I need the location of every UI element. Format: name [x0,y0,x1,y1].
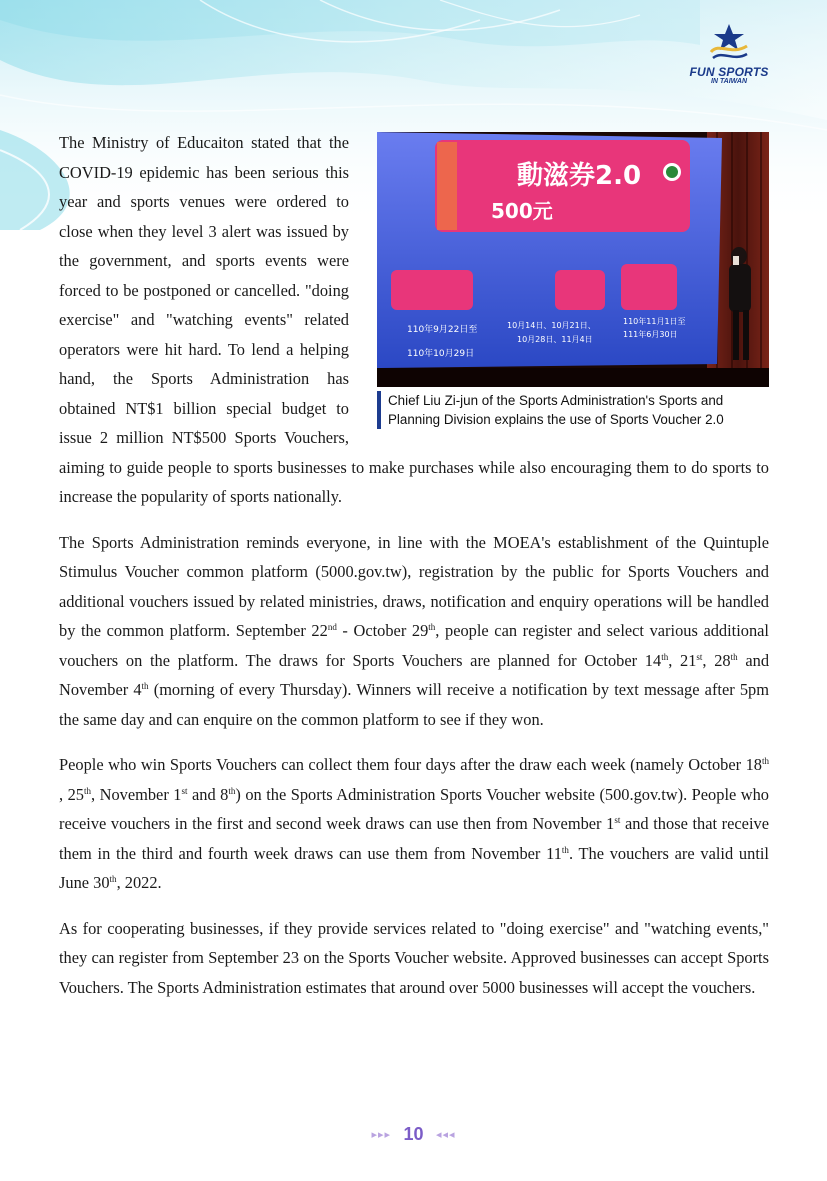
paragraph-3: People who win Sports Vouchers can collect them four days after the draw each week (namely October 18th , 25th, November 1st and 8th) on the Sports Administration Sports Voucher website (500.gov.tw). People who receive vouchers in the first and second week draws can use then from November 1st and those that receive them in the third and fourth week draws can use them from November 11th. The vouchers are valid until June 30th, 2022. [59,755,769,892]
caption-text: Chief Liu Zi-jun of the Sports Administration's Sports and Planning Division explains the use of Sports Voucher 2.0 [388,393,724,427]
logo-subtitle: IN TAIWAN [710,78,748,85]
voucher-amount-text: 500元 [491,199,553,223]
voucher-title-text: 動滋券2.0 [517,161,642,191]
page-footer [0,1124,827,1145]
photo-caption [377,391,769,429]
paragraph-4: As for cooperating businesses, if they provide services related to "doing exercise" and "watching events," they can register from September 23 on the Sports Voucher website. Approved businesses can accept Sports Vouchers. The Sports Administration estimates that around over 5000 businesses will accept the vouchers. [59,918,769,997]
article-content [59,128,769,1018]
logo-title: FUN SPORTS [689,65,769,79]
usage-line-1: 110年11月1日至 [623,317,686,326]
voucher-presentation-photo [377,132,769,387]
caption-accent-bar [377,391,381,429]
pager-left-arrows-icon: ▸▸▸ [371,1129,392,1141]
pager-right-arrows-icon: ◂◂◂ [435,1129,456,1141]
range-line-2: 110年10月29日 [407,349,475,359]
paragraph-1: The Ministry of Educaiton stated that the COVID-19 epidemic has been serious this year and sports venues were ordered to close when they level 3 alert was issued by the government, and sports events were forced to be postponed or cancelled. "doing exercise" and "watching events" related operators were hit hard. To lend a helping hand, the Sports Administration has obtained NT$1 billion special budget to issue 2 million NT$500 Sports Vouchers, aiming to guide people to sports businesses to make purchases while also encouraging them to do sports to increase the popularity of sports nationally. [59,133,769,506]
page-number: 10 [403,1124,424,1144]
event-photo [377,132,769,387]
draw-line-2: 10月28日、11月4日 [517,335,593,344]
draw-line-1: 10月14日、10月21日、 [507,321,596,330]
paragraph-2: The Sports Administration reminds everyone, in line with the MOEA's establishment of the Quintuple Stimulus Voucher common platform (5000.gov.tw), registration by the public for Sports Vouchers and additional vouchers issued by related ministries, draws, notification and enquiry operations will be handled by the common platform. September 22nd - October 29th, people can register and select various additional vouchers on the platform. The draws for Sports Vouchers are planned for October 14th, 21st, 28th and November 4th (morning of every Thursday). Winners will receive a notification by text message after 5pm the same day and can enquire on the common platform to see if they won. [59,532,770,729]
photo-figure [377,132,769,429]
runner-star-logo-icon [707,22,751,64]
usage-line-2: 111年6月30日 [623,330,678,339]
fun-sports-logo [688,22,770,92]
range-line-1: 110年9月22日至 [407,325,478,335]
